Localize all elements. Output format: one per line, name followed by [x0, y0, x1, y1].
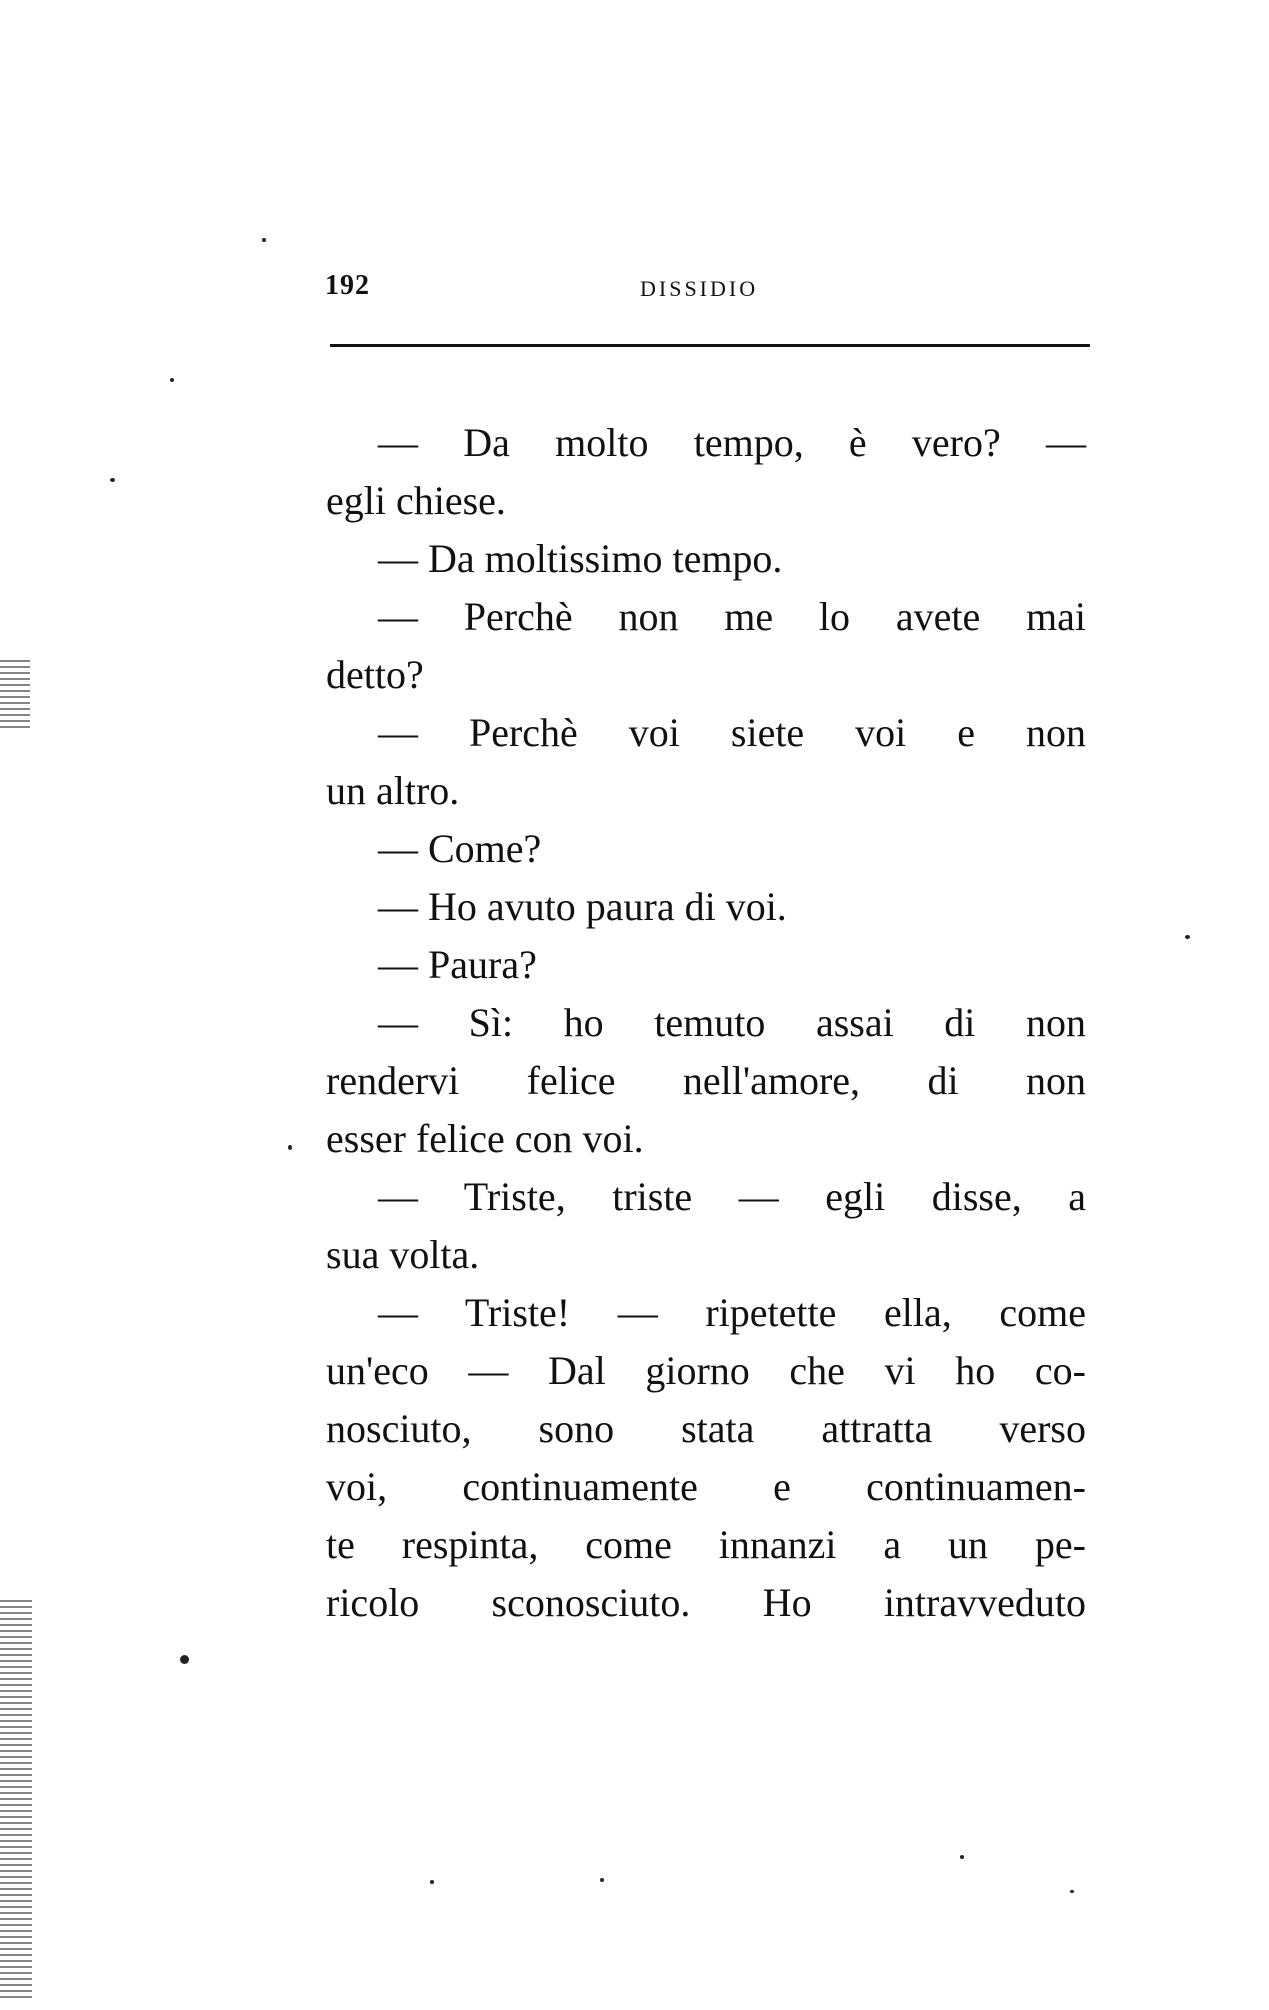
text-line: — Da molto tempo, è vero? —: [378, 420, 1086, 465]
text-line: sua volta.: [326, 1232, 480, 1277]
running-title: DISSIDIO: [640, 276, 759, 301]
speck: [262, 238, 266, 242]
text-line: ricolo sconosciuto. Ho intravveduto: [326, 1580, 1086, 1625]
scan-noise-left-bottom: [0, 1600, 32, 2000]
speck: [170, 378, 174, 382]
text-line: — Ho avuto paura di voi.: [378, 884, 787, 929]
speck: [600, 1878, 604, 1882]
text-line: — Paura?: [378, 942, 537, 987]
text-line: un altro.: [326, 768, 460, 813]
speck: [110, 478, 115, 482]
header-rule: [330, 344, 1090, 347]
speck: [288, 1145, 292, 1150]
text-line: — Sì: ho temuto assai di non: [378, 1000, 1086, 1045]
speck: [1185, 935, 1190, 939]
text-line: esser felice con voi.: [326, 1116, 644, 1161]
text-line: voi, continuamente e continuamen-: [326, 1464, 1086, 1509]
text-line: nosciuto, sono stata attratta verso: [326, 1406, 1086, 1451]
text-line: detto?: [326, 652, 424, 697]
speck: [960, 1855, 964, 1859]
text-line: — Da moltissimo tempo.: [378, 536, 783, 581]
page-number: 192: [325, 270, 370, 301]
text-line: un'eco — Dal giorno che vi ho co-: [326, 1348, 1086, 1393]
text-line: — Perchè non me lo avete mai: [378, 594, 1086, 639]
text-line: egli chiese.: [326, 478, 506, 523]
text-line: — Triste, triste — egli disse, a: [378, 1174, 1086, 1219]
scan-noise-left-top: [0, 660, 30, 730]
speck: [180, 1655, 189, 1664]
speck: [1070, 1890, 1074, 1893]
text-line: — Triste! — ripetette ella, come: [378, 1290, 1086, 1335]
body-text: [326, 414, 1086, 1632]
text-line: te respinta, come innanzi a un pe-: [326, 1522, 1086, 1567]
speck: [430, 1880, 434, 1884]
text-line: rendervi felice nell'amore, di non: [326, 1058, 1086, 1103]
text-line: — Perchè voi siete voi e non: [378, 710, 1086, 755]
text-line: — Come?: [378, 826, 542, 871]
